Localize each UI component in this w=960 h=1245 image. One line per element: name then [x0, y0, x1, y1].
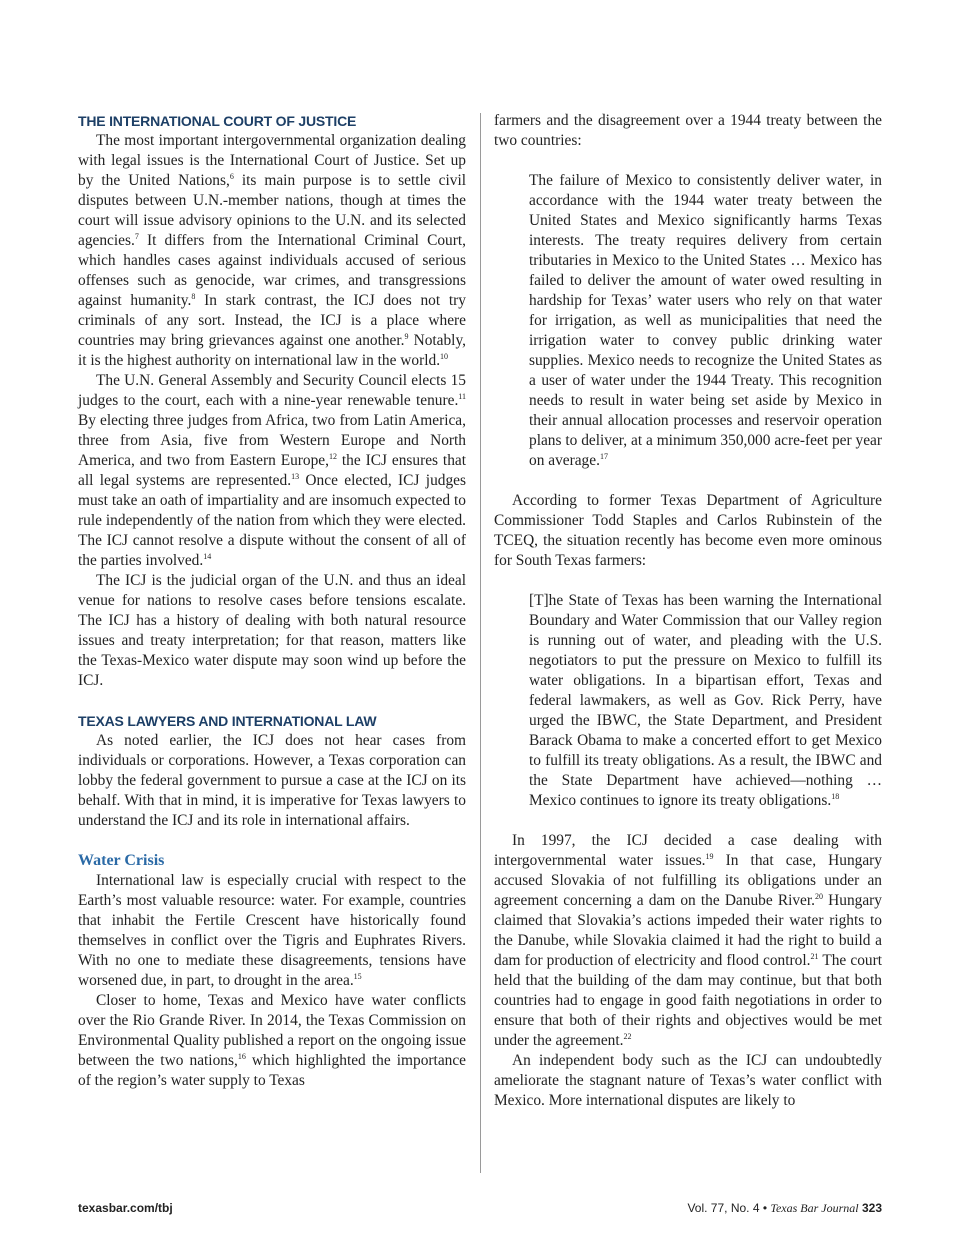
footnote-marker: 16	[237, 1051, 246, 1061]
paragraph-staples: According to former Texas Department of Agriculture Commissioner Todd Staples and Carlos Rubinstein of the TCEQ, the situation recently has become even more ominous for South Texas farmers:	[494, 492, 882, 569]
footnote-marker: 12	[328, 451, 337, 461]
spacer	[494, 811, 882, 831]
subheading-water-crisis: Water Crisis	[78, 852, 165, 869]
spacer	[78, 831, 466, 851]
footer-page-number: 323	[861, 1201, 882, 1215]
paragraph-1997-case: In 1997, the ICJ decided a case dealing with intergovernmental water issues.$^{19}$ In that case, Hungary accused Slovakia of not fulfilling its obligations under an agreement concerning a dam on the Danube River.$^{20}$ Hungary claimed that Slovakia’s actions impeded their water rights to the Danube, while Slovakia claimed it had the right to build a dam for production of electricity and flood control.$^{21}$ The court held that the building of the dam may continue, but that both countries had to engage in good faith negotiations in order to ensure that both of their rights and objectives would be met under the agreement.$^{22}$	[494, 832, 883, 1049]
footnote-marker: 11	[458, 391, 466, 401]
spacer	[78, 691, 466, 711]
paragraph-texas-lawyers: As noted earlier, the ICJ does not hear cases from individuals or corporations. However, a Texas corporation can lobby the federal government to pursue a case at the ICJ on its behalf. With that in mind, it is imperative for Texas lawyers to understand the ICJ and its role in international affairs.	[78, 732, 466, 829]
spacer	[494, 471, 882, 491]
block-quote-staples: [T]he State of Texas has been warning the International Boundary and Water Commission that our Valley region is running out of water, and pleading with the U.S. negotiators to put the pressure on Mexico to fulfill its water obligations. In a bipartisan effort, Texas and federal lawmakers, as well as Gov. Rick Perry, have urged the IBWC, the State Department, and President Barack Obama to make a concerted effort to get Mexico to fulfill its treaty obligations. As a result, the IBWC and the State Department have achieved—nothing … Mexico continues to ignore its treaty obligations.$^{18}$	[529, 592, 882, 809]
footnote-marker: 15	[353, 971, 362, 981]
spacer	[494, 151, 882, 171]
footnote-marker: 18	[831, 791, 840, 801]
paragraph-icj-venue: The ICJ is the judicial organ of the U.N. and thus an ideal venue for nations to resolve cases before tensions escalate. The ICJ has a history of dealing with both natural resource issues and treaty interpretation; for that reason, matters like the Texas-Mexico water dispute may soon wind up before the ICJ.	[78, 572, 466, 689]
footnote-marker: 8	[191, 291, 196, 301]
paragraph-continued: farmers and the disagreement over a 1944 treaty between the two countries:	[494, 112, 882, 149]
right-column	[494, 111, 882, 1111]
footer-bullet: •	[762, 1201, 768, 1215]
footnote-marker: 7	[134, 231, 139, 241]
section-heading-texas-lawyers: TEXAS LAWYERS AND INTERNATIONAL LAW	[78, 713, 377, 729]
footnote-marker: 20	[815, 891, 824, 901]
footnote-marker: 9	[404, 331, 409, 341]
section-heading-icj: THE INTERNATIONAL COURT OF JUSTICE	[78, 113, 357, 129]
left-column	[78, 111, 466, 1091]
column-divider	[480, 113, 481, 1173]
spacer	[494, 571, 882, 591]
footer-issue-info	[687, 1201, 882, 1216]
paragraph-water-international: International law is especially crucial with respect to the Earth’s most valuable resource: water. For example, countries that inhabit the Fertile Crescent have historically found themselves in conflict over the Tigris and Euphrates Rivers. With no one to mediate these disagreements, tensions have worsened due, in part, to drought in the area.$^{15}$	[78, 872, 466, 989]
paragraph-independent-body: An independent body such as the ICJ can undoubtedly ameliorate the stagnant nature of Texas’s water conflict with Mexico. More international disputes are likely to	[494, 1052, 882, 1109]
block-quote-tceq: The failure of Mexico to consistently deliver water, in accordance with the 1944 water treaty between the United States and Mexico significantly harms Texas interests. The treaty requires delivery from certain tributaries in Mexico to the United States … Mexico has failed to deliver the amount of water owed resulting in hardship for Texas’ water users who rely on that water for irrigation, as well as municipalities that need the irrigation water to convey public drinking water supplies. Mexico needs to recognize the United States as a user of water under the 1944 Treaty. This recognition needs to result in water being set aside by Mexico in their annual allocation processes and reservoir operation plans to deliver, at a minimum 350,000 acre-feet per year on average.$^{17}$	[529, 172, 882, 469]
footnote-marker: 21	[810, 951, 819, 961]
footer-url: texasbar.com/tbj	[78, 1201, 173, 1215]
footnote-marker: 10	[440, 351, 449, 361]
paragraph-water-texas-mexico: Closer to home, Texas and Mexico have water conflicts over the Rio Grande River. In 2014, the Texas Commission on Environmental Quality published a report on the ongoing issue between the two nations,$^{16}$ which highlighted the importance of the region’s water supply to Texas	[78, 992, 467, 1089]
footnote-marker: 14	[203, 551, 212, 561]
paragraph-icj-judges: The U.N. General Assembly and Security Council elects 15 judges to the court, each with a nine-year renewable tenure.$^{11}$ By electing three judges from Africa, two from Latin America, three from Asia, five from Western Europe and North America, and two from Eastern Europe,$^{12}$ the ICJ ensures that all legal systems are represented.$^{13}$ Once elected, ICJ judges must take an oath of impartiality and are insomuch expected to rule independently of the nation from which they were elected. The ICJ cannot resolve a dispute without the consent of all of the parties involved.$^{14}$	[78, 372, 466, 569]
footnote-marker: 6	[229, 171, 234, 181]
footer-journal-name: Texas Bar Journal	[770, 1201, 859, 1215]
footnote-marker: 19	[705, 851, 714, 861]
footnote-marker: 22	[623, 1031, 632, 1041]
paragraph-icj-intro: The most important intergovernmental organization dealing with legal issues is the International Court of Justice. Set up by the United Nations,$^6$ its main purpose is to settle civil disputes between U.N.-member nations, though at times the court will issue advisory opinions to the U.N. and its selected agencies.$^7$ It differs from the International Criminal Court, which handles cases against individuals accused of serious offenses such as genocide, war crimes, and transgressions against humanity.$^8$ In stark contrast, the ICJ does not try criminals of any sort. Instead, the ICJ is a place where countries may bring grievances against one another.$^9$ Notably, it is the highest authority on international law in the world.$^{10}$	[78, 132, 467, 369]
footer-volume: Vol. 77, No. 4	[687, 1201, 760, 1215]
page-footer	[78, 1201, 882, 1219]
footnote-marker: 17	[599, 451, 608, 461]
footnote-marker: 13	[291, 471, 300, 481]
